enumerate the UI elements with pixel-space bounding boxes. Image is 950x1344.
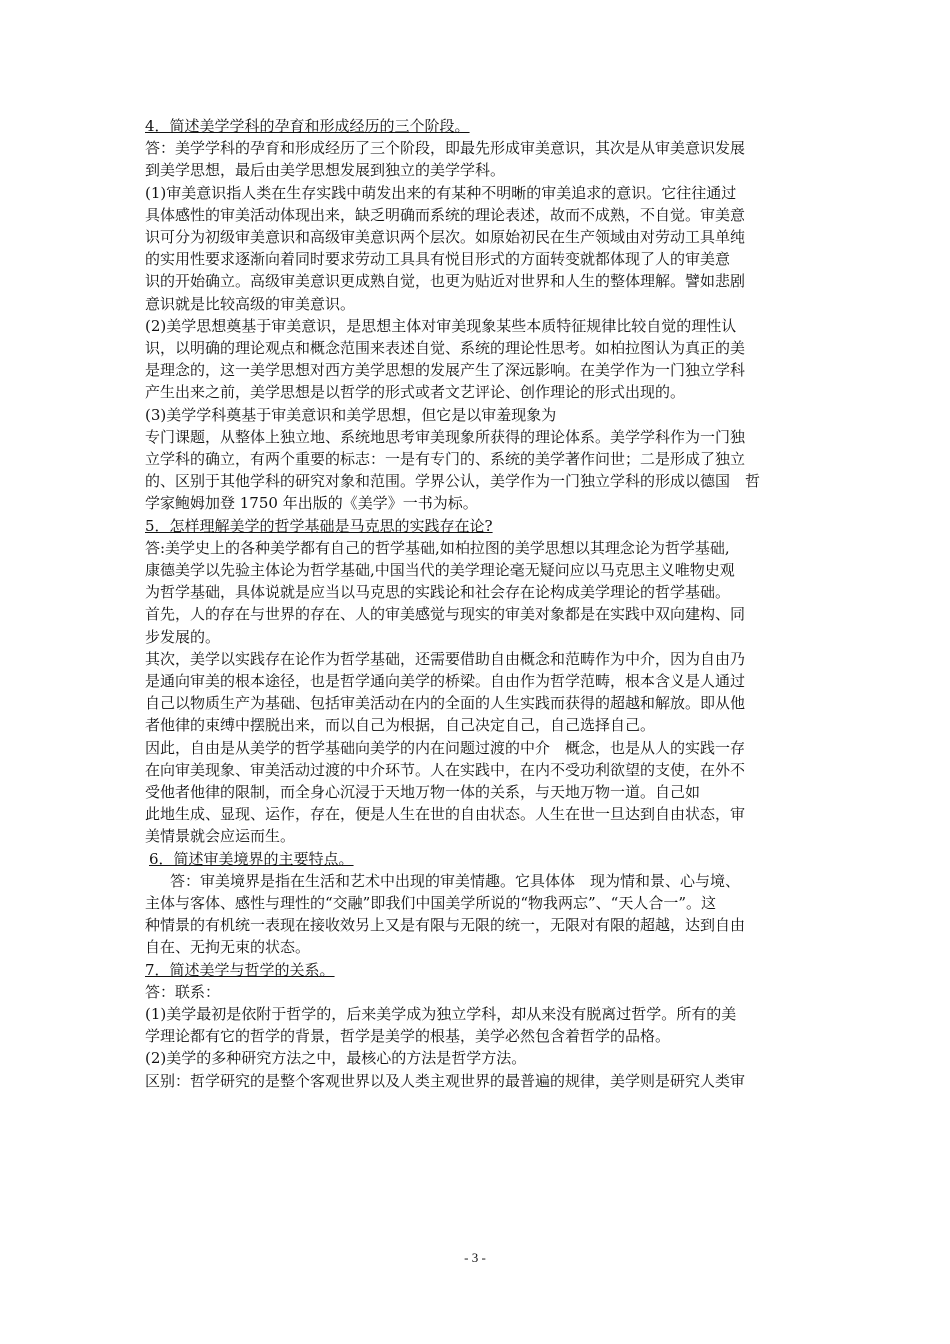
text-line: 识的开始确立。高级审美意识更成熟自觉，也更为贴近对世界和人生的整体理解。譬如悲剧: [145, 272, 746, 291]
text-line: 自在、无拘无束的状态。: [145, 938, 311, 957]
text-line: 的、区别于其他学科的研究对象和范围。学界公认，美学作为一门独立学科的形成以德国 哲: [145, 472, 761, 491]
text-line: 此地生成、显现、运作，存在，便是人生在世的自由状态。人生在世一旦达到自由状态，审: [145, 805, 746, 824]
text-line: 具体感性的审美活动体现出来，缺乏明确而系统的理论表述，故而不成熟，不自觉。审美意: [145, 205, 746, 224]
text-line: 产生出来之前，美学思想是以哲学的形式或者文艺评论、创作理论的形式出现的。: [145, 383, 686, 402]
page-number: - 3 -: [464, 1250, 486, 1265]
text-line: 步发展的。: [145, 627, 221, 646]
text-line: 是理念的，这一美学思想对西方美学思想的发展产生了深远影响。在美学作为一门独立学科: [145, 361, 746, 380]
text-line: 答:美学史上的各种美学都有自己的哲学基础,如柏拉图的美学思想以其理念论为哲学基础,: [145, 538, 730, 557]
text-line: 为哲学基础，具体说就是应当以马克思的实践论和社会存在论构成美学理论的哲学基础。: [145, 583, 731, 602]
question-heading: 6．简述审美境界的主要特点。: [149, 849, 354, 868]
text-line: 答：美学学科的孕育和形成经历了三个阶段，即最先形成审美意识，其次是从审美意识发展: [145, 139, 746, 158]
text-line: 种情景的有机统一表现在接收效另上又是有限与无限的统一，无限对有限的超越，达到自由: [145, 916, 746, 935]
text-line: 答：审美境界是指在生活和艺术中出现的审美情趣。它具体体 现为情和景、心与境、: [170, 871, 741, 890]
text-line: 者他律的束缚中摆脱出来，而以自己为根据，自己决定自己，自己选择自己。: [145, 716, 656, 735]
text-line: 是通向审美的根本途径，也是哲学通向美学的桥梁。自由作为哲学范畴，根本含义是人通过: [145, 672, 746, 690]
text-line: 到美学思想，最后由美学思想发展到独立的美学学科。: [145, 161, 506, 180]
question-heading: 4．简述美学学科的孕育和形成经历的三个阶段。: [145, 117, 470, 135]
text-line: 自己以物质生产为基础、包括审美活动在内的全面的人生实践而获得的超越和解放。即从他: [145, 694, 746, 713]
text-line: 识，以明确的理论观点和概念范围来表述自觉、系统的理论性思考。如柏拉图认为真正的美: [145, 339, 746, 357]
text-line: 首先，人的存在与世界的存在、人的审美感觉与现实的审美对象都是在实践中双向建构、同: [145, 605, 746, 624]
text-line: 受他者他律的限制，而全身心沉浸于天地万物一体的关系，与天地万物一道。自己如: [145, 783, 701, 801]
text-line: 的实用性要求逐渐向着同时要求劳动工具具有悦目形式的方面转变就都体现了人的审美意: [145, 250, 731, 269]
text-line: 在向审美现象、审美活动过渡的中介环节。人在实践中，在内不受功利欲望的支使，在外不: [145, 760, 746, 779]
text-line: 专门课题，从整体上独立地、系统地思考审美现象所获得的理论体系。美学学科作为一门独: [145, 427, 746, 446]
text-line: 学家鲍姆加登 1750 年出版的《美学》一书为标。: [145, 494, 478, 513]
text-line: 答：联系：: [145, 982, 221, 1001]
text-line: 康德美学以先验主体论为哲学基础,中国当代的美学理论毫无疑问应以马克思主义唯物史观: [145, 561, 735, 579]
text-line: 意识就是比较高级的审美意识。: [145, 294, 356, 313]
text-line: (3)美学学科奠基于审美意识和美学思想，但它是以审羞现象为: [145, 405, 557, 424]
text-line: 学理论都有它的哲学的背景，哲学是美学的根基，美学必然包含着哲学的品格。: [145, 1027, 671, 1046]
question-heading: 5．怎样理解美学的哲学基础是马克思的实践存在论?: [145, 516, 493, 535]
text-line: 识可分为初级审美意识和高级审美意识两个层次。如原始初民在生产领域由对劳动工具单纯: [145, 228, 746, 246]
text-line: (1)美学最初是依附于哲学的，后来美学成为独立学科，却从来没有脱离过哲学。所有的美: [145, 1005, 737, 1023]
text-line: 立学科的确立，有两个重要的标志：一是有专门的、系统的美学著作问世；二是形成了独立: [145, 450, 746, 468]
text-line: (1)审美意识指人类在生存实践中萌发出来的有某种不明晰的审美追求的意识。它往往通过: [145, 183, 737, 202]
text-line: (2)美学思想奠基于审美意识，是思想主体对审美现象某些本质特征规律比较自觉的理性认: [145, 316, 737, 335]
question-heading: 7．简述美学与哲学的关系。: [145, 960, 335, 979]
text-line: 主体与客体、感性与理性的“交融”即我们中国美学所说的“物我两忘”、“天人合一”。这: [145, 894, 717, 912]
text-line: (2)美学的多种研究方法之中，最核心的方法是哲学方法。: [145, 1049, 527, 1068]
text-line: 美情景就会应运而生。: [145, 827, 296, 846]
text-line: 区别：哲学研究的是整个客观世界以及人类主观世界的最普遍的规律，美学则是研究人类审: [145, 1071, 746, 1090]
text-line: 其次，美学以实践存在论作为哲学基础，还需要借助自由概念和范畴作为中介，因为自由乃: [145, 649, 746, 668]
text-line: 因此，自由是从美学的哲学基础向美学的内在问题过渡的中介 概念，也是从人的实践一存: [145, 738, 746, 757]
